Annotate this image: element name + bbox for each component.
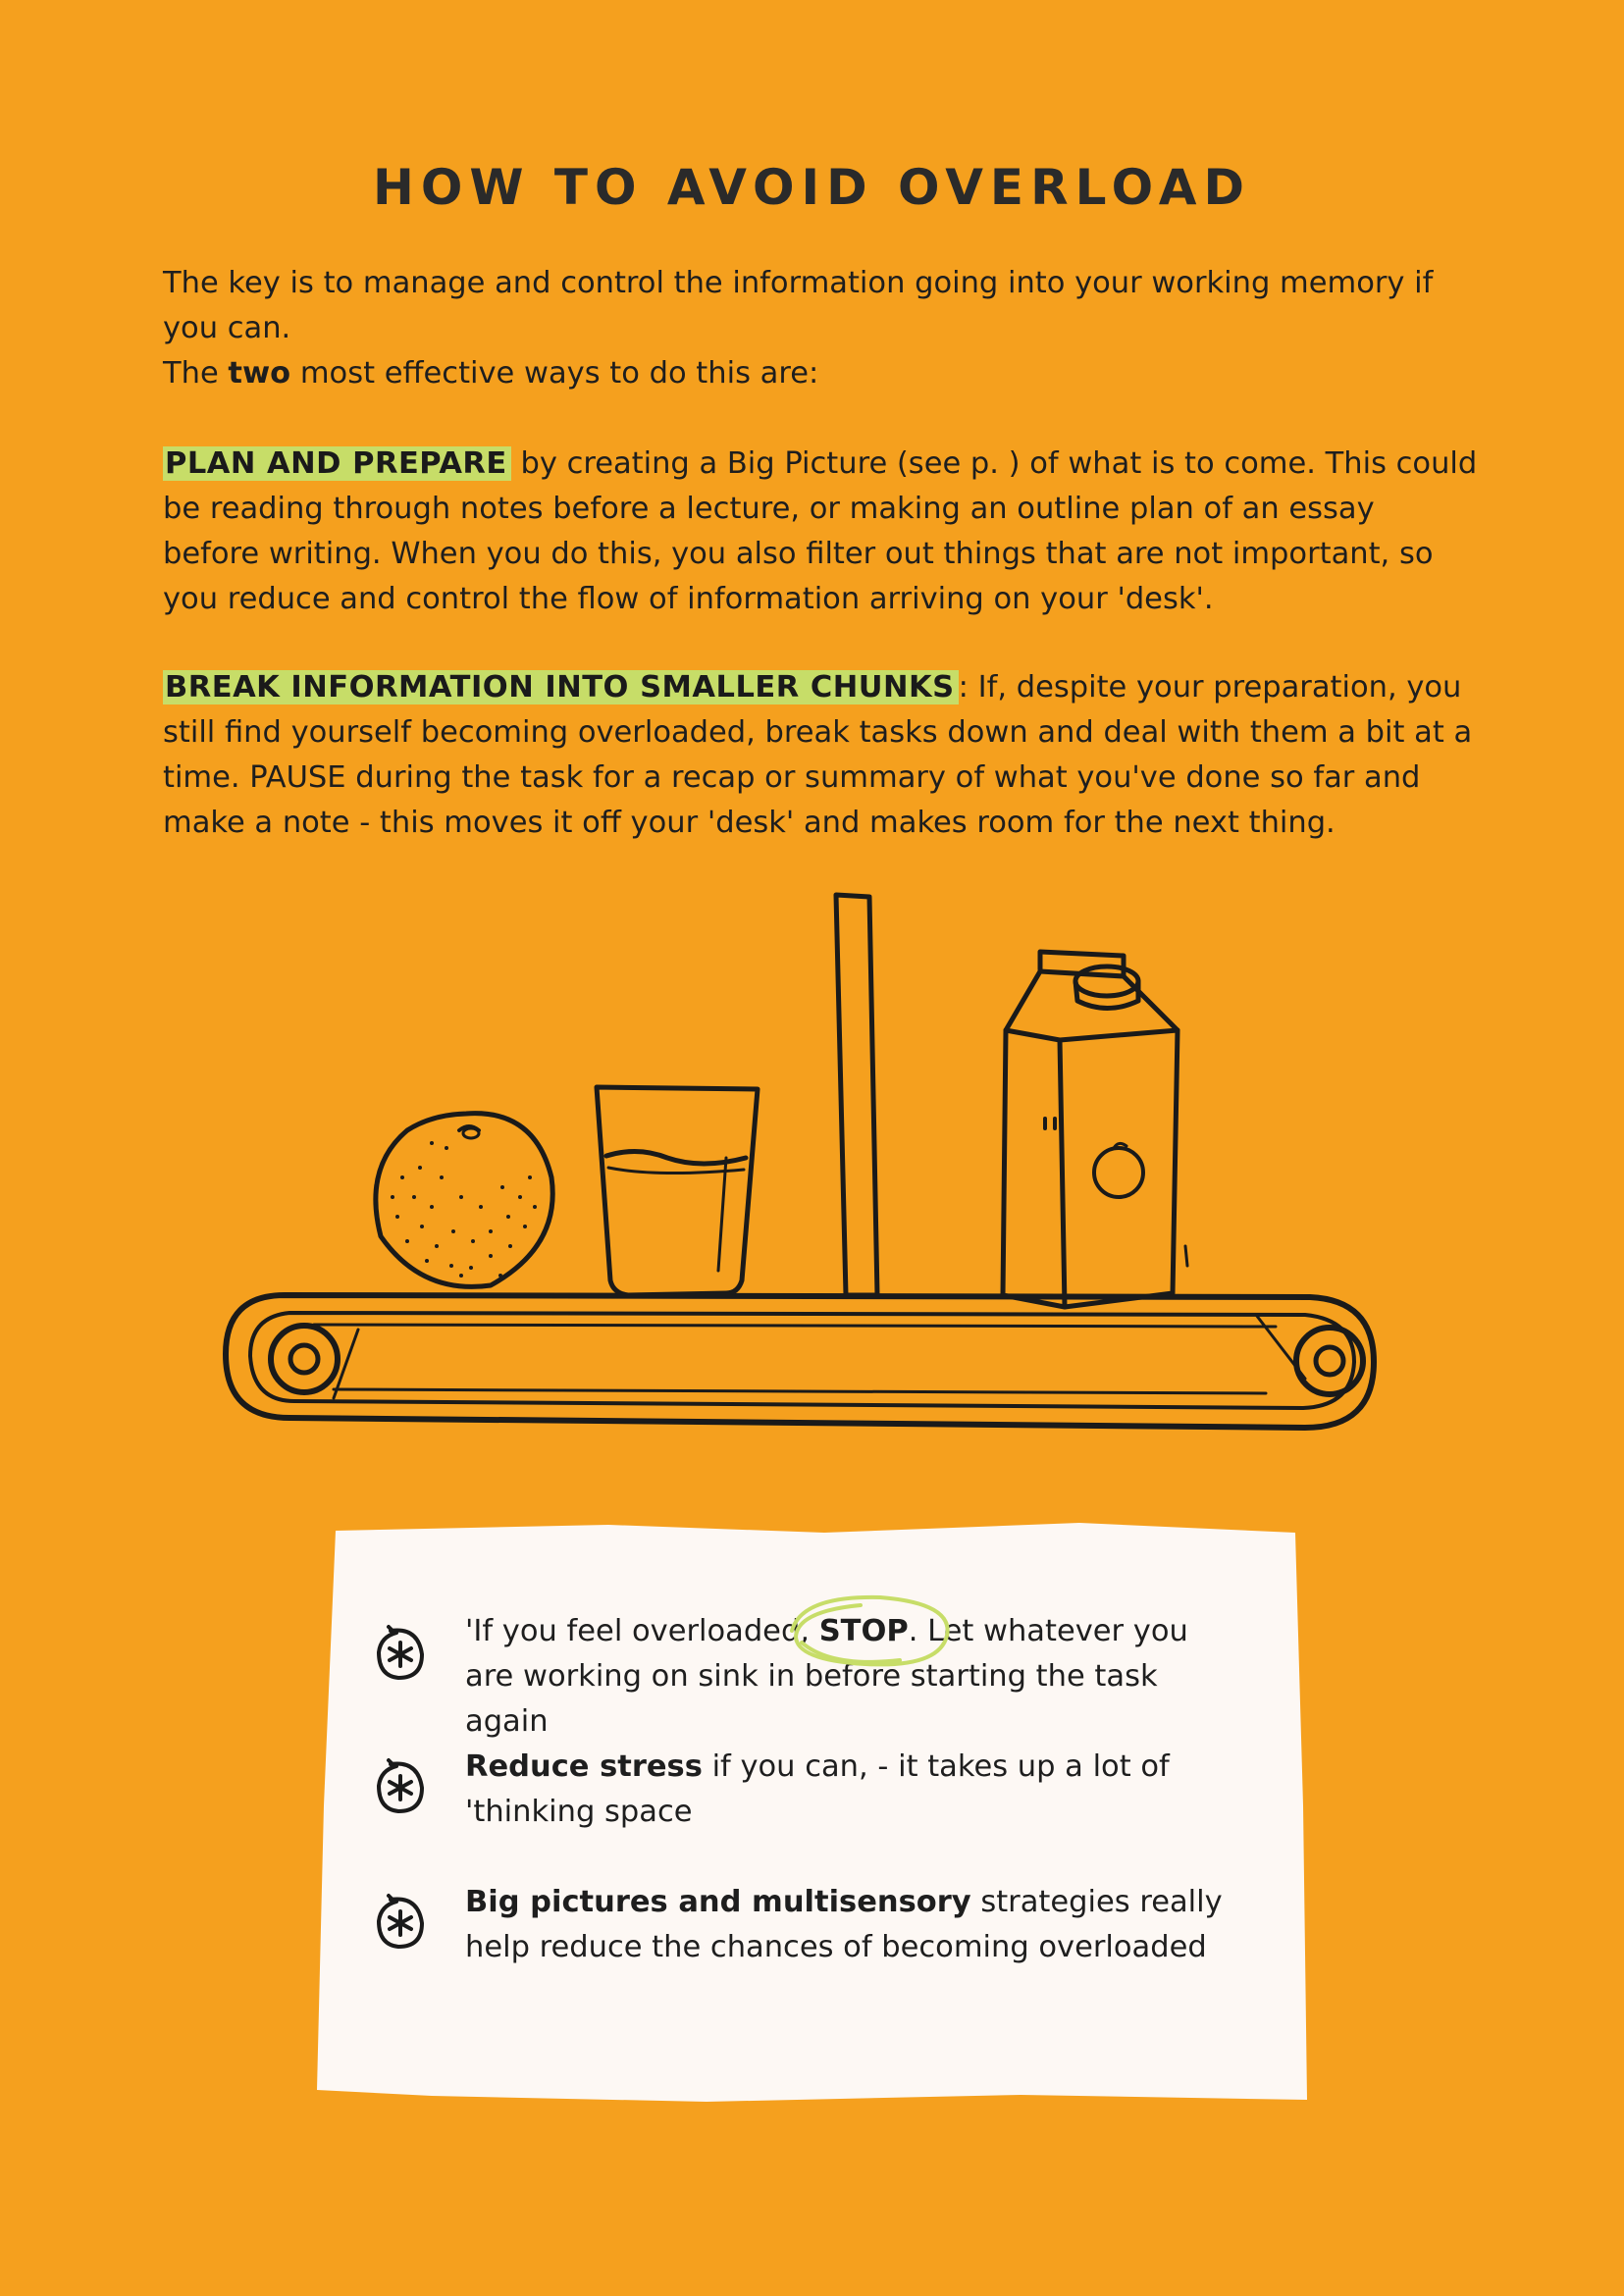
tip-reduce-suffix: if you can, - it takes up a lot of 'thinking space <box>465 1749 1170 1829</box>
ruler-icon <box>836 895 877 1295</box>
conveyor-belt-illustration <box>196 883 1433 1452</box>
plan-heading: PLAN AND PREPARE <box>163 446 511 481</box>
chunks-text: : If, despite your preparation, you still find yourself becoming overloaded, break tasks down and deal with them a bit at a time. PAUSE during the task for a recap or summary of what you've done so far and make a note - this moves it off your 'desk' and makes room for the next thing. <box>163 670 1473 840</box>
conveyor-belt-icon <box>226 1295 1374 1428</box>
glass-icon <box>597 1087 758 1295</box>
carton-icon <box>1003 952 1187 1307</box>
tip-big-pictures <box>465 1880 1231 1970</box>
tip-big-bold: Big pictures and multisensory <box>465 1885 971 1919</box>
asterisk-circle-icon <box>373 1890 428 1953</box>
orange-texture-icon <box>391 1141 537 1278</box>
chunks-heading: BREAK INFORMATION INTO SMALLER CHUNKS <box>163 670 959 704</box>
asterisk-circle-icon <box>373 1621 428 1684</box>
two-ways-suffix: most effective ways to do this are: <box>290 356 819 391</box>
tip-stop-suffix: . Let whatever you are working on sink in before starting the task again <box>465 1614 1188 1739</box>
tip-stop-bold: STOP <box>818 1614 909 1648</box>
two-ways-bold: two <box>228 356 291 391</box>
two-ways-paragraph <box>163 351 1478 396</box>
tips-card <box>314 1511 1315 2110</box>
plan-paragraph <box>163 442 1478 622</box>
intro-paragraph: The key is to manage and control the information going into your working memory if you can. <box>163 266 1434 345</box>
tip-reduce-stress <box>465 1745 1231 1835</box>
tip-stop <box>465 1609 1231 1745</box>
asterisk-circle-icon <box>373 1754 428 1817</box>
two-ways-prefix: The <box>163 356 229 391</box>
tip-big-suffix: strategies really help reduce the chances of becoming overloaded <box>465 1885 1223 1964</box>
tip-reduce-bold: Reduce stress <box>465 1749 703 1784</box>
tip-stop-prefix: 'If you feel overloaded, <box>465 1614 819 1648</box>
orange-icon <box>376 1114 552 1287</box>
plan-text: by creating a Big Picture (see p. ) of what is to come. This could be reading through notes before a lecture, or making an outline plan of an essay before writing. When you do this, you also filter out things that are not important, so you reduce and control the flow of information arriving on your 'desk'. <box>163 446 1478 616</box>
page-title: HOW TO AVOID OVERLOAD <box>372 159 1252 216</box>
chunks-paragraph <box>163 665 1478 846</box>
